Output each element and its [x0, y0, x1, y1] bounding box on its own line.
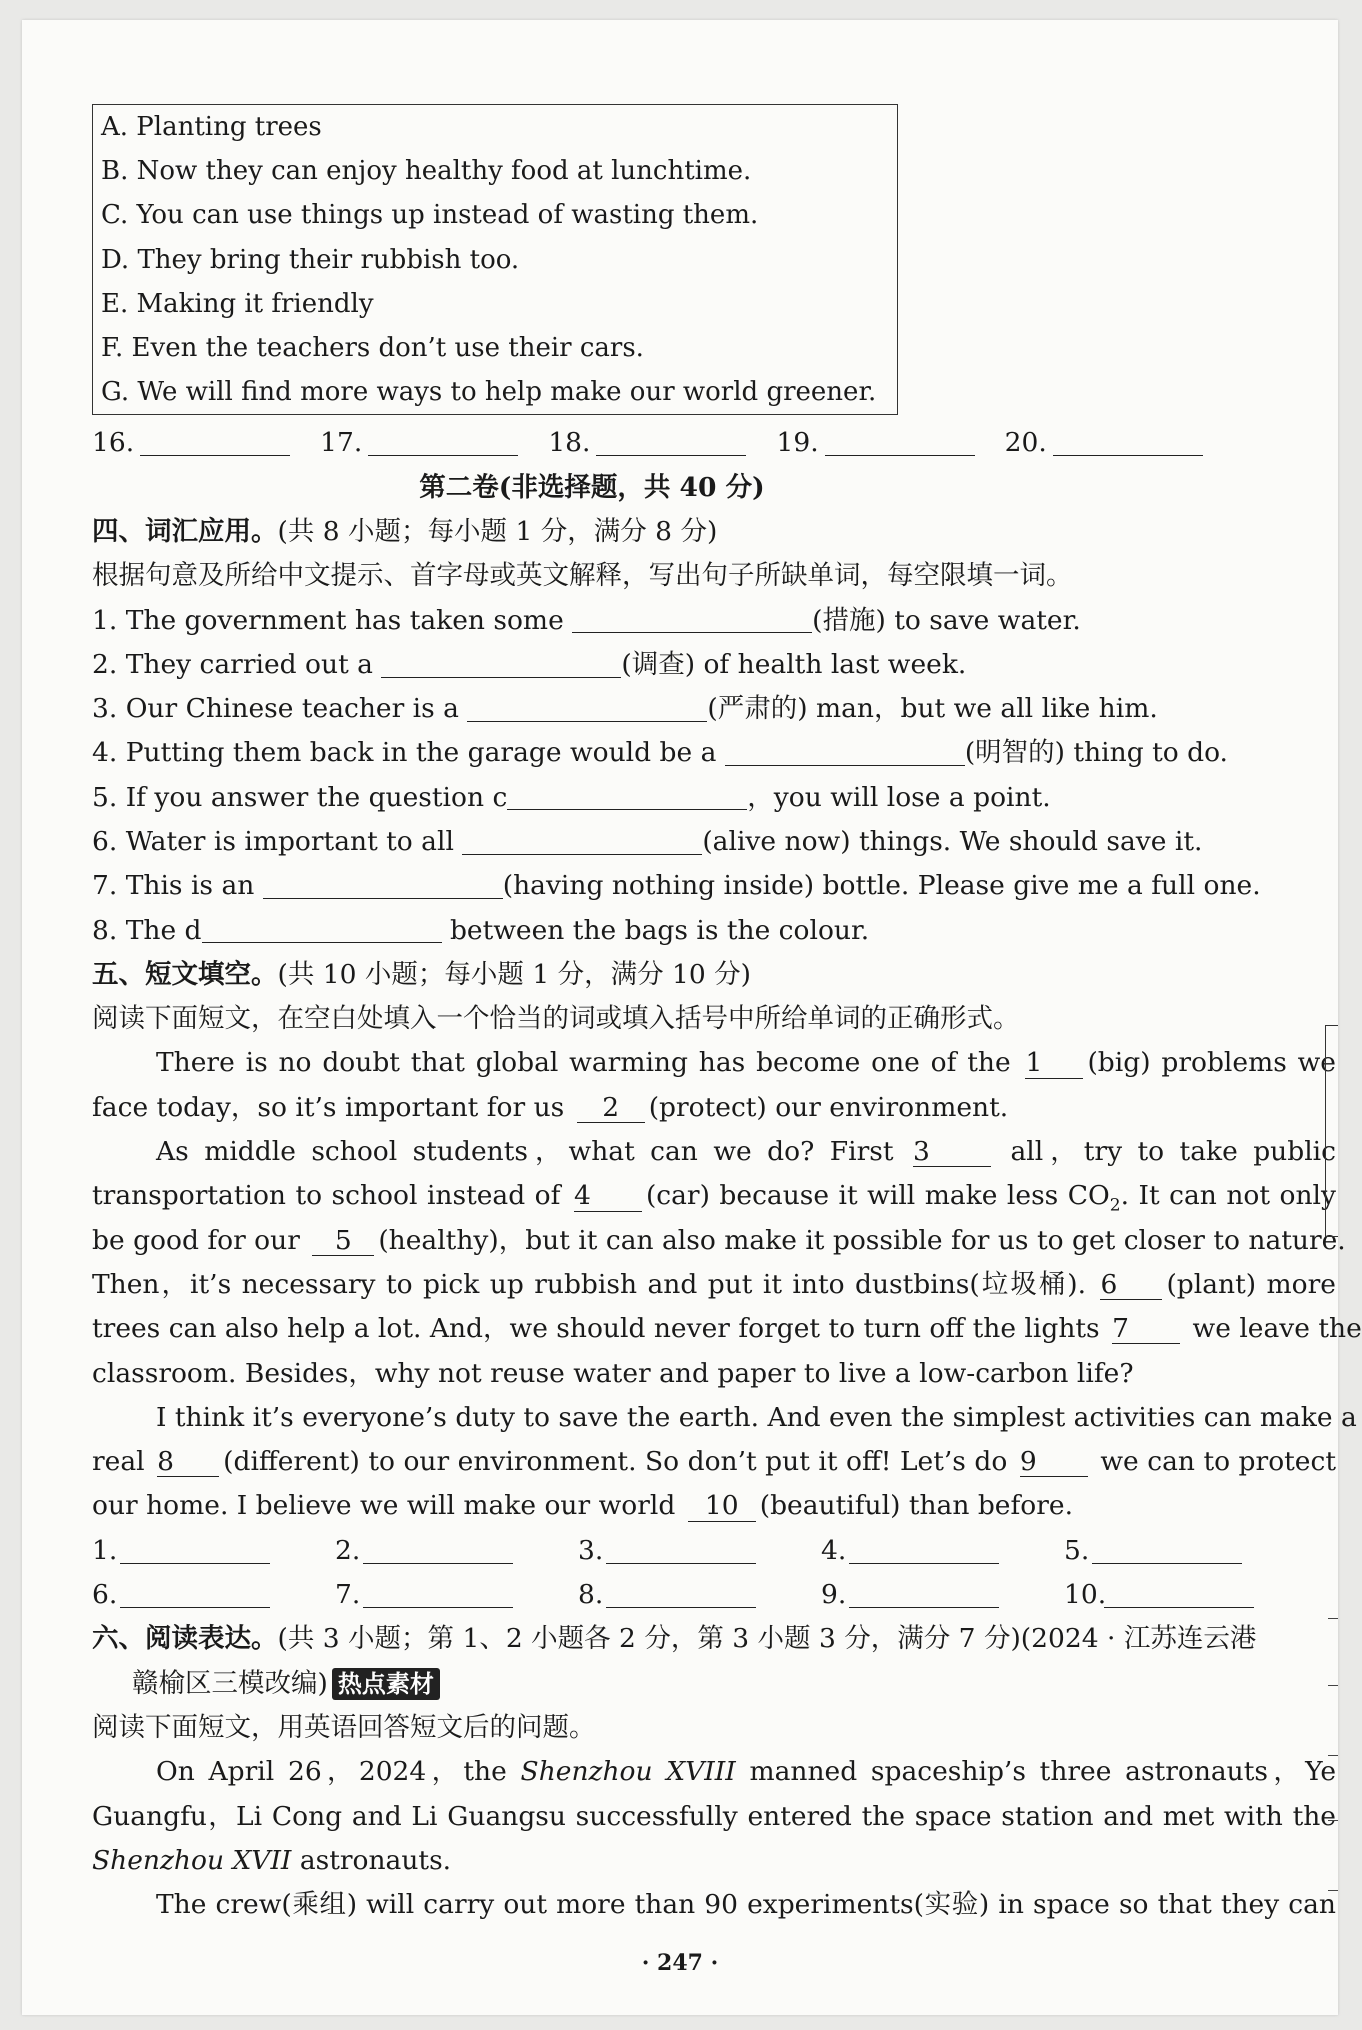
- passage-text: astronauts.: [291, 1844, 452, 1876]
- answer-num: 18.: [548, 427, 591, 459]
- answer-num: 19.: [776, 427, 819, 459]
- answer-row-6-10: [92, 1573, 1340, 1617]
- answer-num: 5.: [1064, 1534, 1090, 1566]
- answer-blank[interactable]: [849, 1535, 999, 1564]
- answer-blank[interactable]: [363, 1579, 513, 1608]
- vocab-text: (严肃的) man，but we all like him.: [707, 693, 1158, 725]
- passage-text: be good for our: [92, 1224, 300, 1256]
- answer-blank[interactable]: [596, 427, 746, 456]
- passage6-line: The crew(乘组) will carry out more than 90 experiments(实验) in space so that they can: [156, 1889, 1336, 1921]
- options-box: [92, 104, 898, 415]
- passage-text: transportation to school instead of: [92, 1180, 561, 1212]
- vocab-blank[interactable]: [467, 693, 707, 722]
- section6-title-line2: [92, 1662, 1340, 1706]
- vocab-item-3: [92, 687, 1340, 731]
- answer-blank[interactable]: [1053, 427, 1203, 456]
- answer-blank[interactable]: [1092, 1535, 1242, 1564]
- vocab-text: 7. This is an: [92, 870, 263, 902]
- passage6-line: [92, 1839, 1340, 1883]
- answer-blank[interactable]: [120, 1579, 270, 1608]
- passage-text: (beautiful) than before.: [759, 1490, 1074, 1522]
- passage-text: (plant) more: [1166, 1268, 1336, 1300]
- passage-text: real: [92, 1446, 145, 1478]
- edge-box-mark: [1325, 1025, 1338, 1237]
- passage5-line: [92, 1440, 1336, 1484]
- passage-text: There is no doubt that global warming has become one of the: [156, 1047, 1011, 1079]
- section5-heading-rest: (共 10 小题；每小题 1 分，满分 10 分): [277, 958, 752, 990]
- section6-source: 赣榆区三模改编): [132, 1667, 328, 1699]
- option-f: F. Even the teachers don’t use their cars.: [101, 332, 644, 363]
- option-g: G. We will find more ways to help make our world greener.: [101, 377, 877, 408]
- edge-rule-mark: [1328, 1890, 1338, 1891]
- answer-blank[interactable]: [849, 1579, 999, 1608]
- vocab-item-6: [92, 820, 1340, 864]
- passage-text: all，try to take public: [1010, 1136, 1336, 1168]
- answer-num: 2.: [335, 1534, 361, 1566]
- answer-num: 8.: [578, 1579, 604, 1611]
- cloze-blank-10[interactable]: 10: [688, 1491, 756, 1521]
- subscript: 2: [1109, 1195, 1121, 1216]
- vocab-text: 6. Water is important to all: [92, 825, 463, 857]
- answer-blank[interactable]: [606, 1535, 756, 1564]
- answer-blank[interactable]: [368, 427, 518, 456]
- passage-text: (big) problems we: [1087, 1047, 1336, 1079]
- option-d: D. They bring their rubbish too.: [101, 244, 520, 275]
- vocab-blank[interactable]: [462, 826, 702, 855]
- answer-num: 3.: [578, 1534, 604, 1566]
- vocab-blank[interactable]: [202, 915, 442, 944]
- answer-row-1-5: [92, 1529, 1340, 1573]
- page-content: [92, 104, 1362, 1927]
- document-page: [22, 20, 1362, 2015]
- vocab-item-1: [92, 599, 1340, 643]
- section6-heading: 六、阅读表达。: [92, 1623, 278, 1655]
- section6-title: [92, 1617, 1340, 1661]
- passage5-line: [92, 1484, 1340, 1528]
- section4-heading-rest: (共 8 小题；每小题 1 分，满分 8 分): [277, 515, 718, 547]
- hot-topic-badge: 热点素材: [332, 1668, 440, 1700]
- vocab-item-4: [92, 731, 1340, 775]
- option-b: B. Now they can enjoy healthy food at lunchtime.: [101, 156, 752, 187]
- option-a: A. Planting trees: [101, 112, 322, 142]
- passage5-line: classroom. Besides，why not reuse water and paper to live a low-carbon life?: [92, 1357, 1134, 1389]
- cloze-blank-7[interactable]: 7: [1112, 1314, 1180, 1344]
- passage-text: (different) to our environment. So don’t put it off! Let’s do: [223, 1446, 1008, 1478]
- passage-text: (healthy)，but it can also make it possible for us to get closer to nature.: [378, 1224, 1346, 1256]
- section5-heading: 五、短文填空。: [92, 958, 278, 990]
- cloze-blank-4[interactable]: 4: [574, 1181, 642, 1211]
- vocab-text: ，you will lose a point.: [747, 781, 1051, 813]
- answer-num: 10.: [1064, 1579, 1107, 1611]
- passage-text: Then，it’s necessary to pick up rubbish and put it into dustbins(垃圾桶).: [92, 1268, 1087, 1300]
- vocab-blank[interactable]: [381, 649, 621, 678]
- page-edge-strip: [1324, 20, 1338, 2015]
- passage6-line: Guangfu，Li Cong and Li Guangsu successfully entered the space station and met with the: [92, 1800, 1336, 1832]
- cloze-blank-2[interactable]: 2: [577, 1093, 645, 1123]
- vocab-item-5: [92, 776, 1340, 820]
- cloze-blank-9[interactable]: 9: [1020, 1447, 1088, 1477]
- edge-rule-mark: [1328, 1755, 1338, 1756]
- answer-num: 7.: [335, 1579, 361, 1611]
- answer-blank[interactable]: [140, 427, 290, 456]
- passage-text: we leave the: [1192, 1313, 1362, 1345]
- passage5-line: [92, 1219, 1346, 1263]
- vocab-text: (alive now) things. We should save it.: [702, 825, 1203, 857]
- passage5-line: [92, 1263, 1336, 1307]
- passage6-line: [92, 1750, 1336, 1794]
- passage-text: we can to protect: [1100, 1446, 1336, 1478]
- vocab-blank[interactable]: [572, 604, 812, 633]
- vocab-text: 1. The government has taken some: [92, 604, 573, 636]
- section4-heading: 四、词汇应用。: [92, 515, 278, 547]
- vocab-text: (having nothing inside) bottle. Please give me a full one.: [502, 870, 1261, 902]
- option-c: C. You can use things up instead of wasting them.: [101, 200, 759, 231]
- passage5-line: [92, 1174, 1336, 1218]
- cloze-blank-6[interactable]: 6: [1100, 1270, 1162, 1300]
- vocab-text: 3. Our Chinese teacher is a: [92, 693, 468, 725]
- vocab-text: 5. If you answer the question c: [92, 781, 508, 813]
- answer-num: 9.: [821, 1579, 847, 1611]
- passage5-line: [92, 1307, 1362, 1351]
- answer-blank[interactable]: [606, 1579, 756, 1608]
- passage-text: On April 26，2024，the: [156, 1756, 507, 1788]
- part2-title: 第二卷(非选择题，共 40 分): [419, 471, 765, 503]
- vocab-text: between the bags is the colour.: [441, 914, 870, 946]
- answer-num: 1.: [92, 1534, 118, 1566]
- answer-row-16-20: [92, 421, 1340, 465]
- passage-text: trees can also help a lot. And，we should never forget to turn off the lights: [92, 1313, 1100, 1345]
- section6-heading-rest: (共 3 小题；第 1、2 小题各 2 分，第 3 小题 3 分，满分 7 分)(2024 · 江苏连云港: [277, 1623, 1257, 1655]
- vocab-item-7: [92, 864, 1340, 908]
- passage-text: (car) because it will make less CO: [645, 1180, 1110, 1212]
- vocab-blank[interactable]: [507, 782, 747, 811]
- passage-text: As middle school students，what can we do? First: [156, 1136, 894, 1168]
- vocab-text: (措施) to save water.: [812, 604, 1081, 636]
- section5-title: [92, 953, 1340, 997]
- answer-blank[interactable]: [363, 1535, 513, 1564]
- passage5-line: I think it’s everyone’s duty to save the earth. And even the simplest activities can make a: [156, 1401, 1357, 1433]
- passage5-line: [92, 1130, 1336, 1174]
- section4-instruction: 根据句意及所给中文提示、首字母或英文解释，写出句子所缺单词，每空限填一词。: [92, 560, 1073, 592]
- vocab-text: (调查) of health last week.: [621, 648, 967, 680]
- answer-num: 4.: [821, 1534, 847, 1566]
- section5-instruction: 阅读下面短文，在空白处填入一个恰当的词或填入括号中所给单词的正确形式。: [92, 1003, 1020, 1035]
- vocab-text: 4. Putting them back in the garage would be a: [92, 737, 725, 769]
- answer-num: 6.: [92, 1579, 118, 1611]
- vocab-text: 2. They carried out a: [92, 648, 382, 680]
- passage-text: . It can not only: [1120, 1180, 1336, 1212]
- vocab-text: (明智的) thing to do.: [964, 737, 1228, 769]
- section6-instruction: 阅读下面短文，用英语回答短文后的问题。: [92, 1711, 596, 1743]
- edge-rule-mark: [1328, 1618, 1338, 1619]
- vocab-item-2: [92, 643, 1340, 687]
- passage-text: face today，so it’s important for us: [92, 1091, 565, 1123]
- passage5-line: [92, 1086, 1340, 1130]
- answer-num: 17.: [320, 427, 363, 459]
- passage-text: (protect) our environment.: [648, 1091, 1009, 1123]
- vocab-blank[interactable]: [725, 737, 965, 766]
- passage5-line: [92, 1041, 1336, 1085]
- answer-num: 20.: [1004, 427, 1047, 459]
- answer-blank[interactable]: [1104, 1579, 1254, 1608]
- passage-text: our home. I believe we will make our world: [92, 1490, 676, 1522]
- answer-blank[interactable]: [825, 427, 975, 456]
- spaceship-name: Shenzhou XVIII: [520, 1756, 736, 1788]
- vocab-text: 8. The d: [92, 914, 202, 946]
- edge-rule-mark: [1328, 1685, 1338, 1686]
- vocab-blank[interactable]: [263, 870, 503, 899]
- spaceship-name: Shenzhou XVII: [92, 1844, 292, 1876]
- edge-rule-mark: [1328, 1820, 1338, 1821]
- answer-blank[interactable]: [120, 1535, 270, 1564]
- vocab-item-8: [92, 909, 1340, 953]
- option-e: E. Making it friendly: [101, 288, 374, 319]
- section4-title: [92, 510, 1340, 554]
- cloze-blank-1[interactable]: 1: [1025, 1048, 1083, 1078]
- page-number: · 247 ·: [641, 1950, 719, 1976]
- cloze-blank-8[interactable]: 8: [157, 1447, 219, 1477]
- cloze-blank-3[interactable]: 3: [913, 1137, 991, 1167]
- passage-text: manned spaceship’s three astronauts，Ye: [749, 1756, 1336, 1788]
- cloze-blank-5[interactable]: 5: [312, 1226, 374, 1256]
- answer-num: 16.: [92, 427, 135, 459]
